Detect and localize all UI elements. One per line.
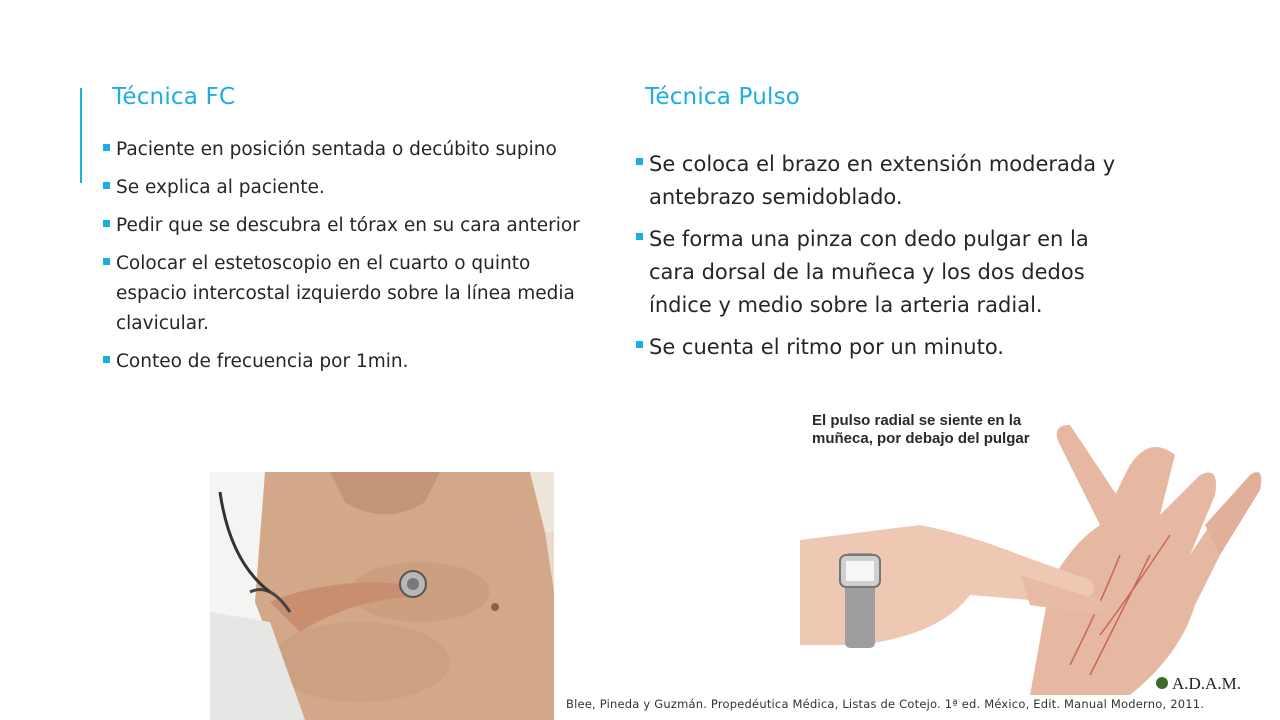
fc-bullet-list bbox=[103, 135, 603, 385]
adam-logo: A.D.A.M. bbox=[1172, 674, 1241, 693]
fc-bullet-item: Se explica al paciente. bbox=[103, 173, 603, 203]
wrist-image-caption-line2: muñeca, por debajo del pulgar bbox=[812, 430, 1030, 447]
wrist-image-caption-line1: El pulso radial se siente en la bbox=[812, 412, 1022, 429]
stethoscope-chest-photo bbox=[210, 472, 554, 720]
pulso-bullet-item: Se coloca el brazo en extensión moderada y antebrazo semidoblado. bbox=[636, 148, 1136, 214]
title-tecnica-pulso: Técnica Pulso bbox=[645, 84, 801, 110]
radial-pulse-wrist-photo bbox=[800, 405, 1280, 695]
title-tecnica-fc: Técnica FC bbox=[112, 84, 236, 110]
fc-bullet-item: Colocar el estetoscopio en el cuarto o quinto espacio intercostal izquierdo sobre la línea media clavicular. bbox=[103, 249, 603, 339]
fc-bullet-item: Paciente en posición sentada o decúbito supino bbox=[103, 135, 603, 165]
citation-text: Blee, Pineda y Guzmán. Propedéutica Médica, Listas de Cotejo. 1ª ed. México, Edit. Manual Moderno, 2011. bbox=[566, 697, 1205, 711]
fc-bullet-item: Conteo de frecuencia por 1min. bbox=[103, 347, 603, 377]
pulso-bullet-list bbox=[636, 148, 1136, 373]
fc-bullet-item: Pedir que se descubra el tórax en su cara anterior bbox=[103, 211, 603, 241]
pulso-bullet-item: Se forma una pinza con dedo pulgar en la cara dorsal de la muñeca y los dos dedos índice y medio sobre la arteria radial. bbox=[636, 223, 1136, 322]
pulso-bullet-item: Se cuenta el ritmo por un minuto. bbox=[636, 331, 1136, 364]
accent-bar bbox=[80, 88, 82, 183]
